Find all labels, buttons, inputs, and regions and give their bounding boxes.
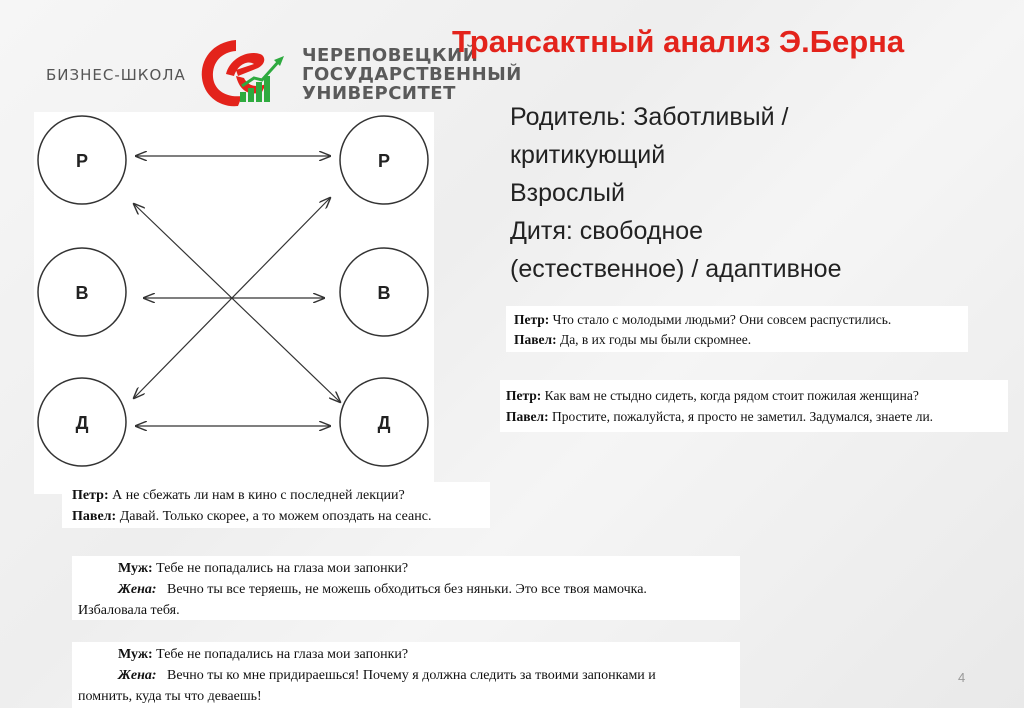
university-line: ГОСУДАРСТВЕННЫЙ — [302, 64, 522, 85]
dialog-line: Жена: Вечно ты все теряешь, не можешь обходиться без няньки. Это все твоя мамочка. — [118, 582, 647, 597]
dialog-line: Жена: Вечно ты ко мне придираешься! Почему я должна следить за твоими запонками и — [118, 668, 656, 683]
transaction-diagram — [34, 112, 434, 494]
university-logo-icon — [196, 34, 288, 114]
business-school-label: БИЗНЕС-ШКОЛА — [46, 66, 186, 84]
dialog-husband-wife-1 — [72, 556, 740, 620]
dialog-line: Муж: Тебе не попадались на глаза мои запонки? — [118, 561, 409, 576]
cross-arrow-parent-child — [134, 204, 340, 402]
roles-line: критикующий — [510, 141, 666, 169]
dialog-peter-pavel-2 — [500, 380, 1008, 432]
roles-line: Родитель: Заботливый / — [510, 103, 789, 131]
left-adult-label: В — [75, 283, 89, 303]
page-number: 4 — [958, 670, 966, 685]
university-line: УНИВЕРСИТЕТ — [302, 83, 456, 104]
dialog-line: Муж: Тебе не попадались на глаза мои запонки? — [118, 647, 409, 662]
left-child-label: Д — [75, 413, 89, 433]
ego-states-list — [510, 98, 841, 288]
roles-line: Взрослый — [510, 179, 625, 207]
dialog-peter-pavel-3 — [62, 482, 490, 528]
roles-line: (естественное) / адаптивное — [510, 255, 842, 283]
right-child-label: Д — [377, 413, 391, 433]
dialog-line: помнить, куда ты что деваешь! — [78, 689, 262, 704]
dialog-line: Павел: Да, в их годы мы были скромнее. — [514, 332, 752, 347]
university-line: ЧЕРЕПОВЕЦКИЙ — [302, 45, 479, 66]
dialog-line: Петр: Что стало с молодыми людьми? Они совсем распустились. — [514, 312, 892, 327]
right-parent-label: Р — [377, 151, 391, 171]
slide-title: Трансактный анализ Э.Берна — [452, 24, 905, 59]
dialog-line: Павел: Простите, пожалуйста, я просто не заметил. Задумался, знаете ли. — [506, 409, 934, 424]
dialog-line: Петр: Как вам не стыдно сидеть, когда рядом стоит пожилая женщина? — [506, 388, 919, 403]
dialog-line: Павел: Давай. Только скорее, а то можем опоздать на сеанс. — [72, 509, 432, 524]
left-parent-label: Р — [75, 151, 89, 171]
right-adult-label: В — [377, 283, 391, 303]
dialog-line: Избаловала тебя. — [78, 603, 180, 618]
roles-line: Дитя: свободное — [510, 217, 704, 245]
dialog-husband-wife-2 — [72, 642, 740, 708]
dialog-line: Петр: А не сбежать ли нам в кино с последней лекции? — [72, 488, 405, 503]
dialog-peter-pavel-1 — [506, 306, 968, 352]
